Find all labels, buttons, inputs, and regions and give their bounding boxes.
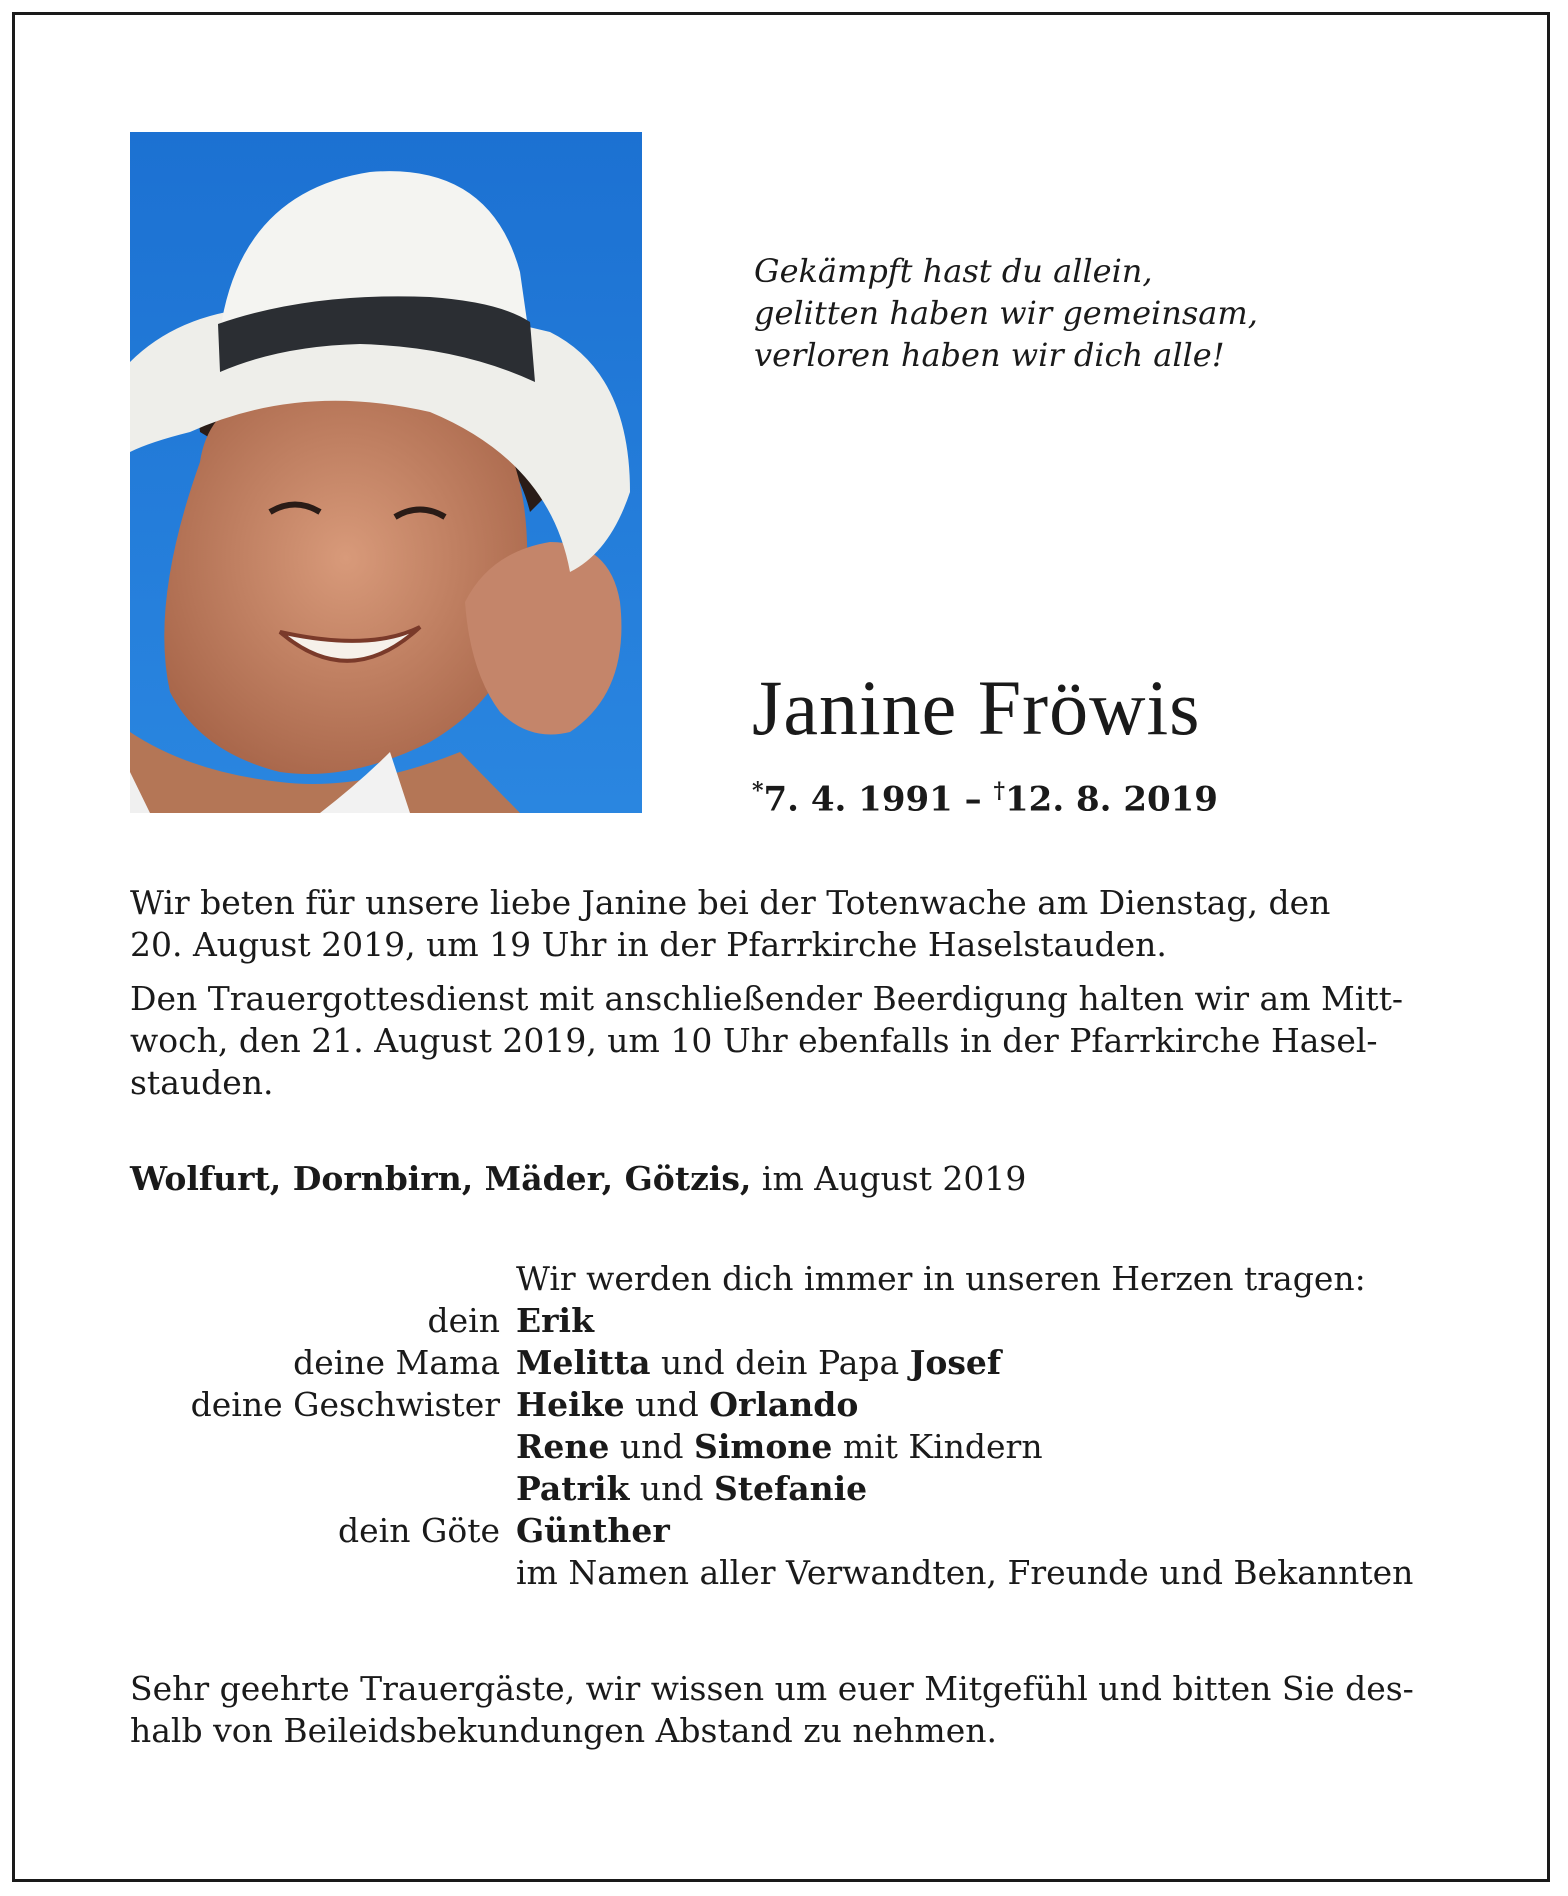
relation — [130, 1552, 516, 1594]
mourner-row — [130, 1468, 1438, 1510]
mourner-name: Rene — [516, 1427, 610, 1466]
mourner-name: Günther — [516, 1511, 670, 1550]
mourner-name: Josef — [909, 1343, 1002, 1382]
life-dates — [752, 778, 1218, 819]
mourner-row — [130, 1510, 1438, 1552]
closing-note — [130, 1668, 1438, 1752]
wake-announcement — [130, 882, 1438, 966]
mourner-name: Melitta — [516, 1343, 651, 1382]
relation — [130, 1426, 516, 1468]
mourners-intro: Wir werden dich immer in unseren Herzen tragen: — [516, 1259, 1366, 1298]
mourner-name: Stefanie — [713, 1469, 868, 1508]
motto-line: Gekämpft hast du allein, — [754, 252, 1153, 290]
mourners-list — [130, 1258, 1438, 1594]
mourner-row — [130, 1300, 1438, 1342]
death-symbol: † — [993, 778, 1006, 804]
motto-line: verloren haben wir dich alle! — [754, 336, 1225, 374]
mourner-row — [130, 1552, 1438, 1594]
portrait-photo — [130, 132, 642, 813]
relation: dein Göte — [338, 1511, 500, 1550]
text-line: 20. August 2019, um 19 Uhr in der Pfarrkirche Haselstauden. — [130, 925, 1167, 964]
relation: dein — [427, 1301, 500, 1340]
motto-verse — [754, 250, 1258, 376]
text-line: stauden. — [130, 1063, 274, 1102]
motto-line: gelitten haben wir gemeinsam, — [754, 294, 1258, 332]
connector: im Namen aller Verwandten, Freunde und Bekannten — [516, 1553, 1414, 1592]
text-line: Wir beten für unsere liebe Janine bei der Totenwache am Dienstag, den — [130, 883, 1331, 922]
birth-date: 7. 4. 1991 — [763, 779, 953, 820]
date-separator: – — [952, 779, 994, 820]
place-date: im August 2019 — [751, 1159, 1027, 1198]
connector: und — [609, 1427, 695, 1466]
portrait-illustration — [130, 132, 642, 813]
deceased-name: Janine Fröwis — [752, 664, 1201, 751]
mourner-row — [130, 1426, 1438, 1468]
text-line: Den Trauergottesdienst mit anschließender Beerdigung halten wir am Mitt- — [130, 979, 1404, 1018]
connector: und dein Papa — [650, 1343, 910, 1382]
places-and-date — [130, 1158, 1026, 1200]
funeral-announcement — [130, 978, 1438, 1104]
mourner-name: Simone — [694, 1427, 833, 1466]
death-date: 12. 8. 2019 — [1005, 779, 1218, 820]
connector: mit Kindern — [832, 1427, 1043, 1466]
mourner-row — [130, 1342, 1438, 1384]
relation: deine Mama — [293, 1343, 500, 1382]
relation: deine Geschwister — [190, 1385, 500, 1424]
relation — [130, 1468, 516, 1510]
text-line: woch, den 21. August 2019, um 10 Uhr ebenfalls in der Pfarrkirche Hasel- — [130, 1021, 1378, 1060]
mourner-row — [130, 1384, 1438, 1426]
birth-symbol: * — [752, 778, 764, 804]
mourner-name: Heike — [516, 1385, 625, 1424]
text-line: halb von Beileidsbekundungen Abstand zu nehmen. — [130, 1711, 997, 1750]
text-line: Sehr geehrte Trauergäste, wir wissen um euer Mitgefühl und bitten Sie des- — [130, 1669, 1414, 1708]
connector: und — [624, 1385, 710, 1424]
mourner-name: Orlando — [709, 1385, 859, 1424]
mourner-name: Erik — [516, 1301, 594, 1340]
towns: Wolfurt, Dornbirn, Mäder, Götzis, — [130, 1159, 752, 1198]
connector: und — [629, 1469, 714, 1508]
mourner-name: Patrik — [516, 1469, 630, 1508]
